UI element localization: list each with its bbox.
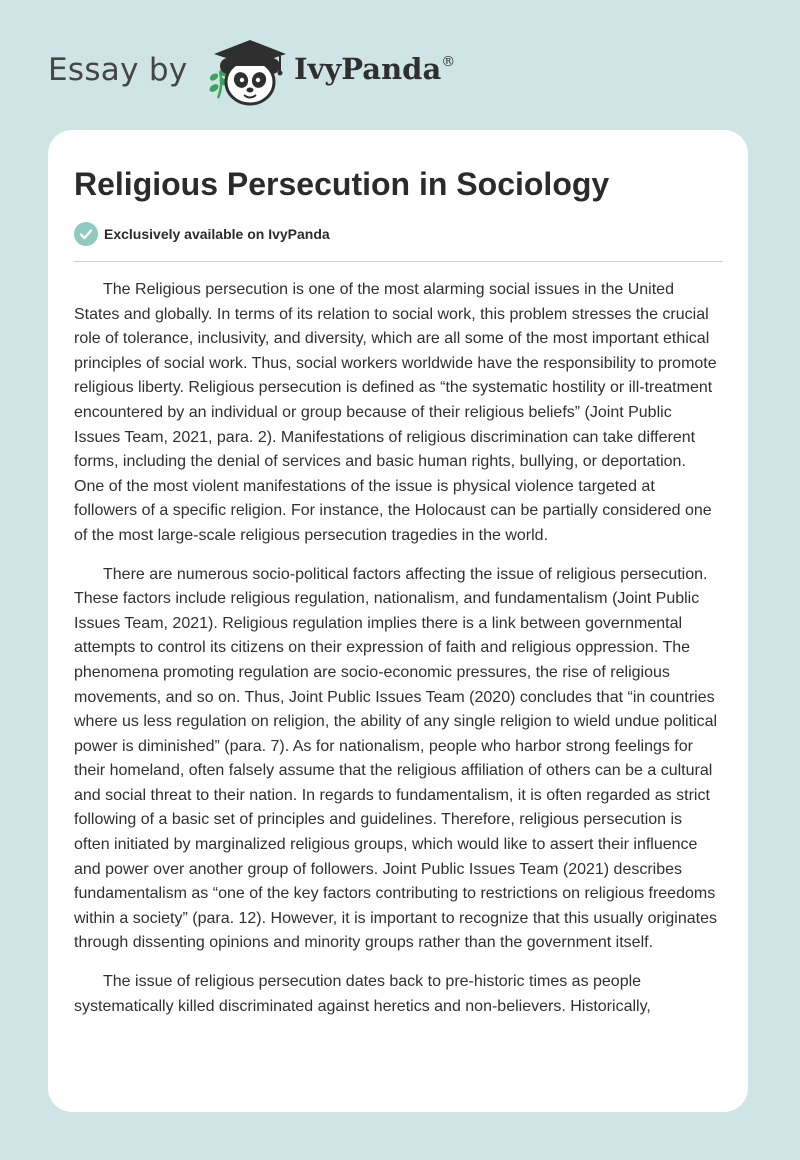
essay-by-label: Essay by	[48, 52, 188, 88]
badge-label: Exclusively available on IvyPanda	[104, 226, 330, 242]
page-title: Religious Persecution in Sociology	[74, 166, 610, 202]
paragraph: The issue of religious persecution dates back to pre-historic times as people systematically killed discriminated against heretics and non-believers. Historically,	[74, 973, 651, 1015]
essay-body	[74, 278, 720, 1033]
panda-graduation-cap-icon[interactable]	[200, 36, 290, 108]
availability-badge	[74, 222, 330, 246]
divider	[74, 261, 723, 262]
brand-name[interactable]: IvyPanda®	[294, 52, 456, 86]
site-header	[0, 0, 800, 130]
paragraph: The Religious persecution is one of the most alarming social issues in the United States and globally. In terms of its relation to social work, this problem stresses the crucial role of tolerance, inclusivity, and diversity, which are all some of the most important ethical principles of social work. Thus, social workers worldwide have the responsibility to promote religious liberty. Religious persecution is defined as “the systematic hostility or ill-treatment encountered by an individual or group because of their religious beliefs” (Joint Public Issues Team, 2021, para. 2). Manifestations of religious discrimination can take different forms, including the denial of services and basic human rights, bullying, or deportation. One of the most violent manifestations of the issue is physical violence targeted at followers of a specific religion. For instance, the Holocaust can be partially considered one of the most large-scale religious persecution tragedies in the world.	[74, 281, 717, 544]
registered-mark: ®	[441, 54, 456, 70]
essay-card	[48, 130, 748, 1112]
paragraph: There are numerous socio-political factors affecting the issue of religious persecution. These factors include religious regulation, nationalism, and fundamentalism (Joint Public Issues Team, 2021). Religious regulation implies there is a link between governmental attempts to control its citizens on their expression of faith and religious oppression. The phenomena promoting regulation are socio-economic pressures, the rise of religious movements, and so on. Thus, Joint Public Issues Team (2020) concludes that “in countries where us less regulation on religion, the ability of any single religion to wield undue political power is diminished” (para. 7). As for nationalism, people who harbor strong feelings for their homeland, often falsely assume that the religious affiliation of others can be a cultural and social threat to their nation. In regards to fundamentalism, it is often regarded as strict following of a basic set of principles and guidelines. Therefore, religious persecution is often initiated by marginalized religious groups, which would like to assert their influence and power over another group of followers. Joint Public Issues Team (2021) describes fundamentalism as “one of the key factors contributing to restrictions on religious freedoms within a society” (para. 12). However, it is important to recognize that this usually originates through dissenting opinions and minority groups rather than the government itself.	[74, 565, 718, 952]
check-circle-icon	[74, 222, 98, 246]
